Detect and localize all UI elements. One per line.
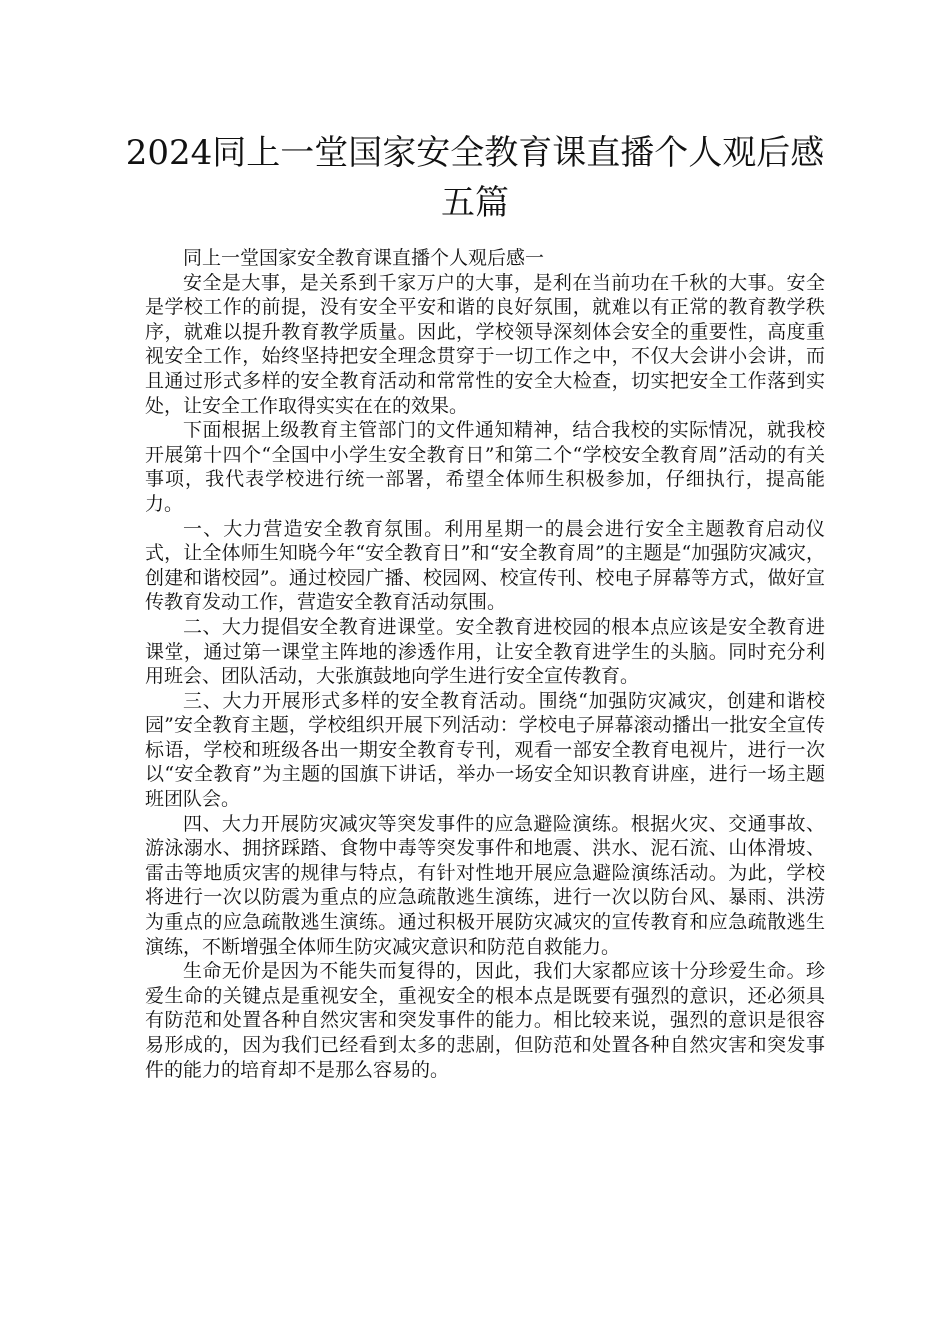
paragraph: 生命无价是因为不能失而复得的，因此，我们大家都应该十分珍爱生命。珍爱生命的关键点是重视安全，重视安全的根本点是既要有强烈的意识，还必须具有防范和处置各种自然灾害和突发事件的能力。相比较来说，强烈的意识是很容易形成的，因为我们已经看到太多的悲剧，但防范和处置各种自然灾害和突发事件的能力的培育却不是那么容易的。: [145, 960, 825, 1081]
document-title: 2024同上一堂国家安全教育课直播个人观后感五篇: [125, 133, 825, 223]
paragraph: 二、大力提倡安全教育进课堂。安全教育进校园的根本点应该是安全教育进课堂，通过第一课堂主阵地的渗透作用，让安全教育进学生的头脑。同时充分利用班会、团队活动，大张旗鼓地向学生进行安全宣传教育。: [145, 615, 825, 688]
paragraph: 三、大力开展形式多样的安全教育活动。围绕“加强防灾减灾，创建和谐校园”安全教育主题，学校组织开展下列活动：学校电子屏幕滚动播出一批安全宣传标语，学校和班级各出一期安全教育专刊，观看一部安全教育电视片，进行一次以“安全教育”为主题的国旗下讲话，举办一场安全知识教育讲座，进行一场主题班团队会。: [145, 689, 825, 811]
paragraph: 下面根据上级教育主管部门的文件通知精神，结合我校的实际情况，就我校开展第十四个“全国中小学生安全教育日”和第二个“学校安全教育周”活动的有关事项，我代表学校进行统一部署，希望全体师生积极参加，仔细执行，提高能力。: [145, 419, 825, 515]
paragraph: 安全是大事，是关系到千家万户的大事，是利在当前功在千秋的大事。安全是学校工作的前提，没有安全平安和谐的良好氛围，就难以有正常的教育教学秩序，就难以提升教育教学质量。因此，学校领导深刻体会安全的重要性，高度重视安全工作，始终坚持把安全理念贯穿于一切工作之中，不仅大会讲小会讲，而且通过形式多样的安全教育活动和常常性的安全大检查，切实把安全工作落到实处，让安全工作取得实实在在的效果。: [145, 271, 825, 417]
document-body: [145, 246, 825, 1082]
paragraph: 一、大力营造安全教育氛围。利用星期一的晨会进行安全主题教育启动仪式，让全体师生知晓今年“安全教育日”和“安全教育周”的主题是“加强防灾减灾，创建和谐校园”。通过校园广播、校园网、校宣传刊、校电子屏幕等方式，做好宣传教育发动工作，营造安全教育活动氛围。: [145, 517, 825, 614]
section-heading: 同上一堂国家安全教育课直播个人观后感一: [183, 247, 545, 269]
paragraph: 四、大力开展防灾减灾等突发事件的应急避险演练。根据火灾、交通事故、游泳溺水、拥挤踩踏、食物中毒等突发事件和地震、洪水、泥石流、山体滑坡、雷击等地质灾害的规律与特点，有针对性地开展应急避险演练活动。为此，学校将进行一次以防震为重点的应急疏散逃生演练，进行一次以防台风、暴雨、洪涝为重点的应急疏散逃生演练。通过积极开展防灾减灾的宣传教育和应急疏散逃生演练，不断增强全体师生防灾减灾意识和防范自救能力。: [145, 812, 825, 958]
